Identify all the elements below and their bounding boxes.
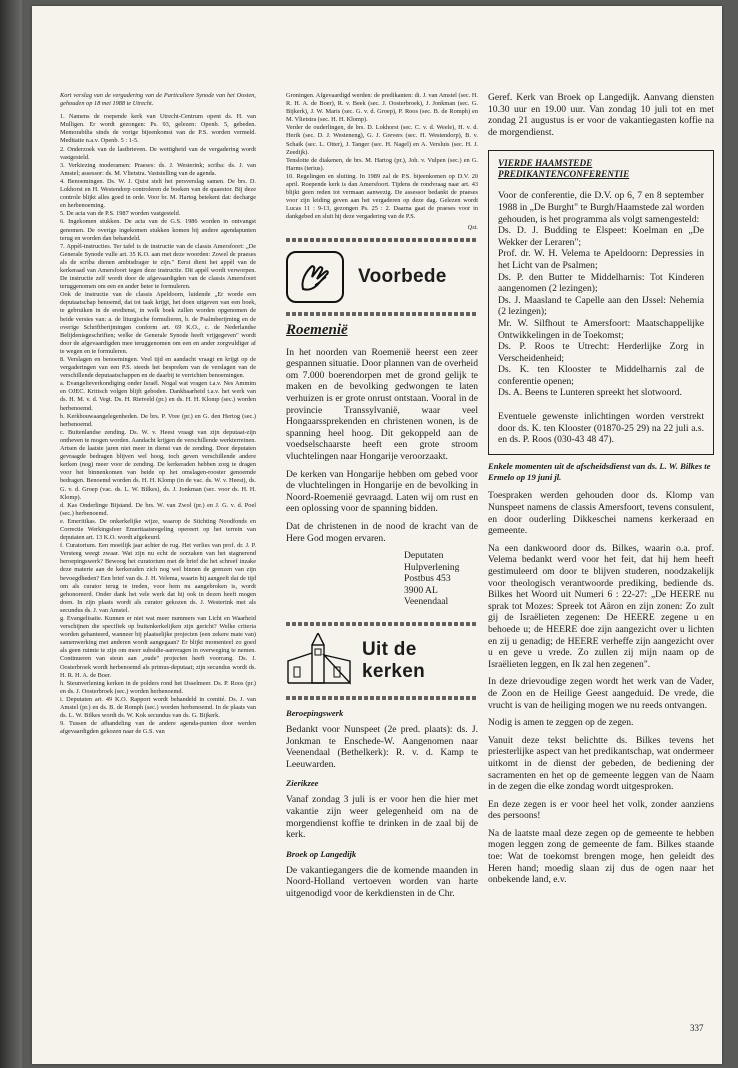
uit-de-kerken-title: Uit de kerken [362,639,426,683]
praying-hands-icon [286,251,344,303]
report-paragraph: Tenslotte de diakenen, de brs. M. Hartog (pr.), Joh. v. Vulpen (sec.) en G. Harms (terius). [286,156,478,172]
report-paragraph: 10. Regelingen en sluiting. In 1989 zal de P.S. bijeenkomen op D.V. 20 april. Roepende kerk is dan Amersfoort. Tijdens de rondvraag naar art. 43 blijkt geen reden tot vermaan aanwezig. De assessor bedankt de praeses voor zijn leiding geven aan het vergaderen op deze dag. Gelezen wordt Lucas 11 : 9-13, gezongen Ps. 25 : 2. Daarna gaat de praeses voor in dankgebed en sluit hij deze vergadering van de P.S. [286,172,478,221]
address-line: Deputaten Hulpverlening [404,550,460,573]
conference-heading-line: VIERDE HAAMSTEDE [498,158,593,169]
conference-box [488,150,714,454]
report-paragraph: Ook de instructie van de classis Apeldoorn, luidende „Er worde een deputaatschap benoemd, dat tot taak krijgt, het doen uitgeven van een boek, te gebruiken in de eredienst, in welk boek zullen worden opgenomen de beide versies van: a. de liturgische formulieren, b. de Psalmberijming en de overige Schriftberijmingen conform art. 69 K.O., c. de Nederlandse Belijdenisgeschriften; welke de Generale Synode heeft vrijgegeven" wordt door de afgevaardigden mee teruggenomen om een en ander zorgvuldiger af te wegen en te formuleren. [60,291,256,355]
report-paragraph: g. Evangelisatie. Kunnen er niet wat meer nummers van Licht en Waarheid verschijnen die specifiek op buitenkerkelijken zijn gericht? Welke criteria worden gehanteerd, wanneer bij plaatselijke projecten (een zekere mate van) samenwerking met anderen wordt aangegaan? Er blijkt momenteel zo goed als geen ruimte te zijn om meer subsidie-aanvragen in overweging te nemen. Continueren van steun aan „oude" projecten heeft voorrang. Ds. J. Oosterbroek wordt herbenoemd als primus-deputaat; zijn secundus wordt ds. H. R. H. A. de Boer. [60,615,256,679]
afscheid-paragraph: In deze drievoudige zegen wordt het werk van de Vader, de Zoon en de Heilige Geest aangeduid. De vrede, die vrucht is van de heiliging mogen we nu reeds ontvangen. [488,676,714,711]
report-paragraph: Groningen. Afgevaardigd werden: de predikanten: di. J. van Amstel (sec. H. R. H. A. de Boer), R. v. Beek (sec. J. Oosterbroek), J. Jonkman (sec. G. Bijkerk), J. W. Maris (sec. G. v. d. Groep), P. Roos (sec. B. de Romph) en M. Vlietstra (sec. H. H. Klomp). [286,92,478,124]
church-icon [286,633,352,690]
beroepingswerk-text: Bedankt voor Nunspeet (2e pred. plaats): ds. J. Jonkman te Enschede-W. Aangenomen naar Veenendaal (Bethelkerk): R. v. d. Kamp te Leeuwarden. [286,724,478,770]
report-paragraph: f. Curatorium. Een moeilijk jaar achter de rug. Het verlies van prof. dr. J. P. Versteeg weegt zwaar. Wat zijn nu echt de oorzaken van het stagnerend beroepingswerk? Bewoog het curatorium met de brief die het schreef inzake deze materie aan de kerkeraden zich nog wel binnen de grenzen van zijn bevoegdheden? Een brief van ds. J. H. Velema, waarin hij aangeeft dat de tijd om als curator terug te treden, voor hem nu aangebroken is, wordt gehonoreerd. Onder dank het vele werk dat hij ook in dezen heeft mogen doen. In zijn plaats wordt als curator gekozen ds. J. Westerink met als secundus ds. J. van Amstel. [60,542,256,614]
broek-continuation: Geref. Kerk van Broek op Langedijk. Aanvang diensten 10.30 uur en 19.00 uur. Van zondag 10 juli tot en met zondag 21 augustus is er voor de vakantiegasten koffie na de morgendienst. [488,92,714,138]
report-paragraph: Verder de ouderlingen, de brs. D. Lokhorst (sec. C. v. d. Weele), H. v. d. Herik (sec. D. J. Westeneng), G. J. Grevers (sec. H. Westendorp), B. v. Schaik (sec. L. Otter), J. Tanger (sec. H. Nagel) en A. Versluis (sec. H. J. Zeedijk). [286,124,478,156]
report-paragraph: d. Kas Onderlinge Bijstand. De brs. W. van Zwol (pr.) en J. G. v. d. Poel (sec.) herbenoemd. [60,501,256,517]
report-signature: Qst. [467,223,478,231]
uit-de-kerken-banner [286,632,478,690]
afscheid-paragraph: Na de laatste maal deze zegen op de gemeente te hebben mogen leggen zong de gemeente de fam. Bilkes staande toe: Wat de toekomst brengen moge, hen geleidt des Heren hand; moedig slaan zij dus de ogen naar het onbekende land, e.v. [488,827,714,886]
roemenie-text [286,347,478,545]
program-item: Mr. W. Silfhout te Amersfoort: Maatschappelijke Ontwikkelingen in de Toekomst; [498,317,704,341]
program-item: Ds. D. J. Budding te Elspeet: Koelman en „De Wekker der Leraren"; [498,225,704,248]
deputaten-address [404,550,478,608]
divider [286,312,478,316]
program-item: Ds. P. den Butter te Middelharnis: Tot Kinderen aangenomen (2 lezingen); [498,271,704,295]
report-paragraph: 7. Appèl-instructies. Ter tafel is de instructie van de classis Amersfoort: „De Generale Synode vulle art. 35 K.O. aan met deze woorden: Zowel de praeses als de scriba dienen ambtsdrager te zijn." Eerst dient het appèl van de kerkeraad van Amersfoort tegen deze instructie. Dit appèl wordt verworpen. De instructie zelf wordt door de afgevaardigden van de classis Amersfoort teruggenomen om een en ander beter te formuleren. [60,242,256,291]
synod-report-continuation [286,92,478,222]
conference-note: Eventuele gewenste inlichtingen worden verstrekt door ds. K. ten Klooster (01870-25 29) na 22 juli a.s. en ds. P. Roos (030-43 48 47). [498,411,704,446]
report-paragraph: e. Emeritikas. De onkerkelijke wijze, waarop de Stichting Noodfonds en Correctie Werkingsfeer Emeritaatsregeling opereert op het terrein van deputaten art. 13 K.O. wordt afgekeurd. [60,517,256,542]
page-number: 337 [690,1023,704,1033]
divider [286,238,478,242]
zierikzee-text: Vanaf zondag 3 juli is er voor hen die hier met vakantie zijn weer gelegenheid om na de morgendienst koffie te drinken in de zaal bij de kerk. [286,794,478,841]
synod-report-intro: Kort verslag van de vergadering van de Particuliere Synode van het Oosten, gehouden op 18 mei 1988 te Utrecht. [60,92,256,108]
roemenie-paragraph: De kerken van Hongarije hebben om gebed voor de vluchtelingen in Hongarije en de bevolking in Noord-Roemenië gevraagd. Laten wij om rust en een oplossing voor de spanning bidden. [286,468,478,515]
roemenie-heading: Roemenië [286,321,348,338]
report-paragraph: b. Kerkbouwaangelegenheden. De brs. P. Vree (pr.) en G. den Hertog (sec.) herbenoemd. [60,412,256,428]
roemenie-paragraph: Dat de christenen in de nood de kracht van de Here God mogen ervaren. [286,520,478,544]
program-item: Prof. dr. W. H. Velema te Apeldoorn: Depressies in het Licht van de Psalmen; [498,248,704,271]
afscheid-paragraph: En deze zegen is er voor heel het volk, zonder aanziens des persoons! [488,798,714,822]
divider [286,696,478,700]
report-paragraph: i. Deputaten art. 49 K.O. Rapport wordt behandeld in comité. Ds. J. van Amstel (pr.) en ds. B. de Romph (sec.) worden herbenoemd. In de plaats van ds. L. W. Bilkes wordt ds. W. Kok secundus van ds. G. Bijkerk. [60,695,256,720]
middle-column [286,92,478,906]
report-paragraph: a. Evangelieverkondiging onder Israël. Nogal wat vragen t.a.v. Nes Ammim en OJEC. Kritisch volgen blijft geboden. Dankbaarheid t.a.v. het werk van ds. H. M. v. d. Vegt. Ds. H. Rietveld (pr.) en ds. H. H. Klomp (sec.) worden herbenoemd. [60,380,256,412]
broek-text: De vakantiegangers die de komende maanden in Noord-Holland vertoeven worden van harte uitgenodigd voor de kerkdiensten in de Chr. [286,864,478,899]
conference-heading [498,158,704,180]
book-binding-shadow [0,0,22,1068]
report-paragraph: 9. Tussen de afhandeling van de andere agenda-punten door werden afgevaardigden gekozen naar de G.S. van [60,720,256,736]
afscheid-paragraph: Toespraken werden gehouden door ds. Klomp van Nunspeet namens de classis Amersfoort, tevens consulent, en door ouderling Dikkeschei namens kerkeraad en gemeente. [488,490,714,537]
conference-intro: Voor de conferentie, die D.V. op 6, 7 en 8 september 1988 in „De Burght" te Burgh/Haamstede zal worden gehouden, is het programma als volgt samengesteld: [498,190,704,225]
afscheid-paragraph: Na een dankwoord door ds. Bilkes, waarin o.a. prof. Velema bedankt werd voor het feit, dat hij hem heeft gestimuleerd om door te blijven studeren, noodzakelijk voor theologisch verantwoorde prediking, bediende ds. Bilkes het Woord uit Numeri 6 : 22-27: „De HEERE nu sprak tot Mozes: Spreek tot Aäron en zijn zonen: Zo zult gij de Israëlieten zegenen: De HEERE zegene u en behoede u; de HEERE doe zijn aangezicht over u lichten en zij u genadig; de HEERE verheffe zijn aangezicht over u en geve u vrede. Zo zullen zij mijn naam op de Israëlieten leggen, en Ik zal hen zegenen". [488,542,714,670]
afscheid-heading: Enkele momenten uit de afscheidsdienst van ds. L. W. Bilkes te Ermelo op 19 juni jl. [488,460,711,482]
report-paragraph: 2. Onderzoek van de lastbrieven. De wettigheid van de vergadering wordt vastgesteld. [60,145,256,161]
afscheid-paragraph: Nodig is amen te zeggen op de zegen. [488,717,634,729]
report-paragraph: 1. Namens de roepende kerk van Utrecht-Centrum opent ds. H. van Mulligen. Er wordt gezongen: Ps. 93, gelezen: Openb. 5, gebeden. Memorabilia sinds de vorige bijeenkomst van de P.S. worden vermeld. Meditatie n.a.v. Openb. 5 : 1-5. [60,113,256,145]
afscheid-text [488,490,714,885]
report-paragraph: 6. Ingekomen stukken. De acta van de G.S. 1986 worden in ontvangst genomen. De overige ingekomen stukken komen bij andere agendapunten terug en worden dan behandeld. [60,218,256,242]
program-item: Ds. A. Beens te Lunteren spreekt het slotwoord. [498,387,682,399]
conference-program [498,225,704,399]
program-item: Ds. K. ten Klooster te Middelharnis zal de conferentie openen; [498,364,704,387]
divider [286,622,478,626]
voorbede-title: Voorbede [358,265,447,287]
conference-heading-line: PREDIKANTENCONFERENTIE [498,169,630,180]
synod-report-paragraphs [60,113,256,736]
program-item: Ds. P. Roos te Utrecht: Herderlijke Zorg in Verscheidenheid; [498,341,704,364]
address-line: 3900 AL Veenendaal [404,584,449,608]
voorbede-banner [286,248,478,306]
report-paragraph: 5. De acta van de P.S. 1987 worden vastgesteld. [60,210,181,218]
right-column [488,92,714,892]
synod-report-column [60,92,256,736]
address-line: Postbus 453 [404,573,451,585]
report-paragraph: h. Steunverlening kerken in de polders rond het IJsselmeer. Ds. P. Roos (pr.) en ds. J. Oosterbroek (sec.) worden herbenoemd. [60,679,256,695]
report-paragraph: 3. Verkiezing moderamen: Praeses: ds. J. Westerink; scriba: ds. J. van Amstel; assessor: ds. M. Vlietstra. Vaststelling van de agenda. [60,161,256,177]
afscheid-paragraph: Vanuit deze tekst belichtte ds. Bilkes tevens het priesterlijke aspect van het predikantschap, wat ondermeer uitkomt in de dienst der gebeden, de bediening der sacramenten en het op de gemeente leggen van de Naam in de zegen die elke zondag wordt uitgesproken. [488,734,714,793]
report-paragraph: 8. Verslagen en benoemingen. Veel tijd en aandacht vraagt en krijgt op de vergaderingen van een P.S. steeds het bespreken van de verslagen van de verschillende deputaatschappen en de daarbij te verrichten benoemingen. [60,356,256,380]
report-paragraph: 4. Benoemingen. Ds. W. J. Quist stelt het persverslag samen. De brs. D. Lokhorst en H. Westendorp controleren de boeken van de quaestor. Bij deze controle blijkt alles goed in orde. Voor br. M. Hartog betekent dat: decharge en herbenoeming. [60,177,256,210]
program-item: Ds. J. Maasland te Capelle aan den IJssel: Nehemia (2 lezingen); [498,294,704,318]
beroepingswerk-heading: Beroepingswerk [286,708,344,719]
report-paragraph: c. Buitenlandse zending. Ds. W. v. Heest vraagt van zijn deputaat-zijn ontheven te mogen worden. Aandacht krijgen de verschillende werkterreinen. Artsen de laatste jaren niet meer in dienst van de zending. Door deputaten gevraagde bedragen blijven wel hoog, toch geven verschillende andere kerken (nog) meer voor de zending. De kerkeraden hebben zorg te dragen voor het binnenkomen van beide op het omslagen-rooster genoemde bedragen. Benoemd worden ds. H. H. Klomp (in de vac. ds. W. v. Heest), ds. G. v. d. Groep (vac. ds. L. W. Bilkes), ds. J. Jonkman (sec. voor ds. H. H. Klomp). [60,428,256,501]
roemenie-paragraph: In het noorden van Roemenië heerst een zeer gespannen situatie. Door plannen van de overheid om 7.000 boerendorpen met de grond gelijk te maken en de bevolking gedwongen te laten verhuizen is er grote onrust ontstaan. Vooral in de provincie Transsylvanië, waar veel Hongaarssprekenden en christenen wonen, is de spanning heel hoog. Dit gekoppeld aan de voedselschaarste heeft een grote stroom vluchtelingen naar Hongarije veroorzaakt. [286,346,478,462]
zierikzee-heading: Zierikzee [286,778,319,789]
broek-heading: Broek op Langedijk [286,848,357,859]
